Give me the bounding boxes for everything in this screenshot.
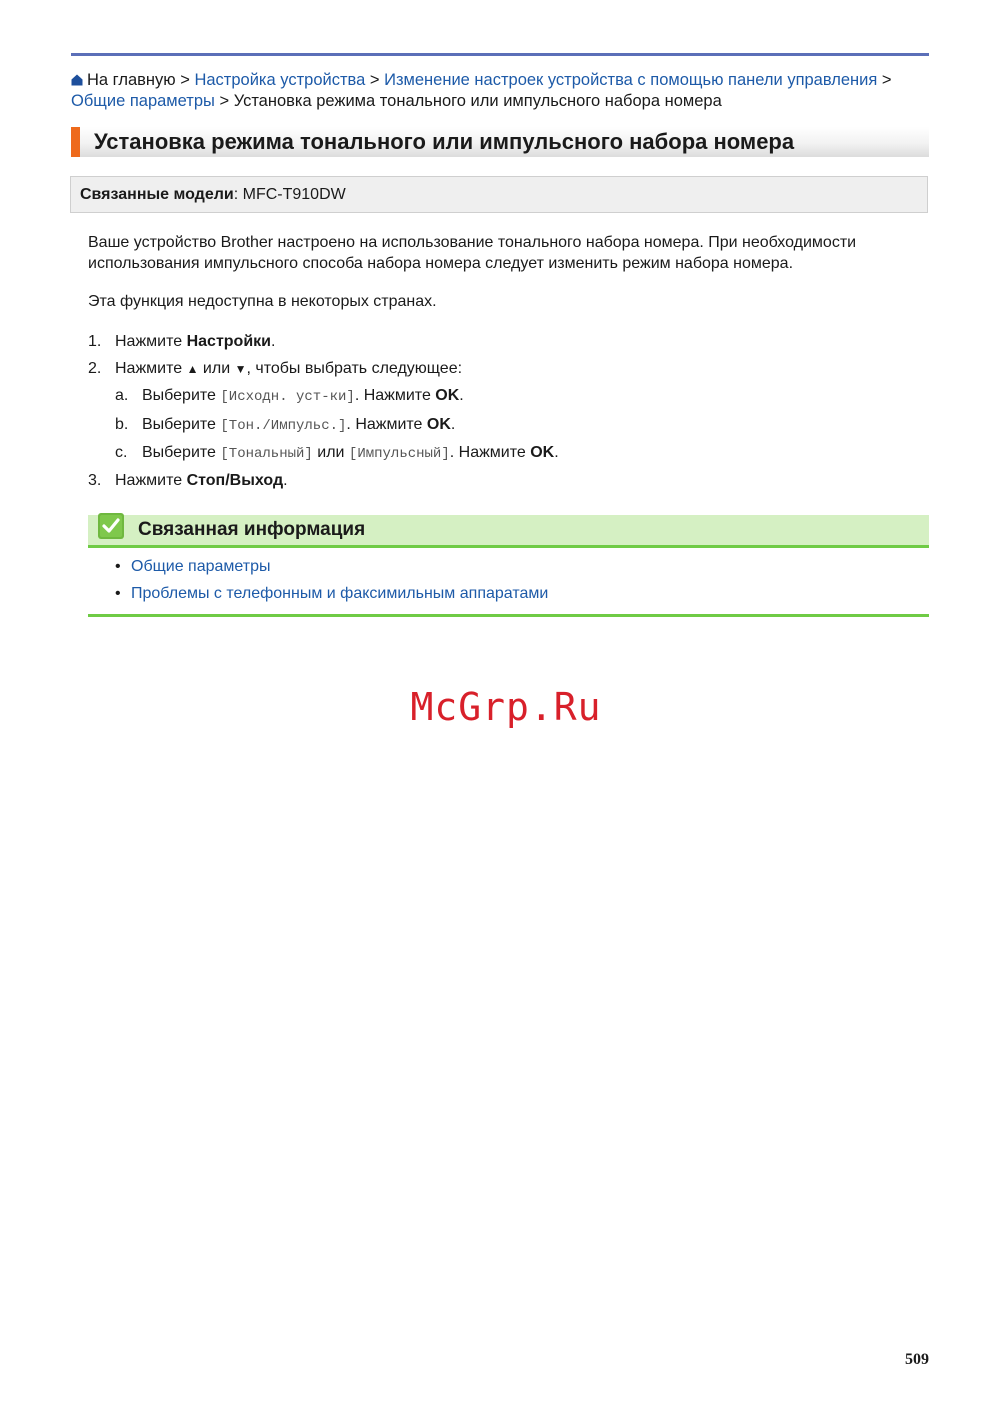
button-name-ok: OK [426, 416, 451, 433]
top-rule [71, 53, 929, 56]
breadcrumb-separator: > [214, 92, 234, 110]
page-title-bar [71, 127, 929, 157]
breadcrumb-separator: > [877, 71, 892, 89]
bullet: • [115, 558, 121, 575]
substep-letter: c. [115, 444, 128, 461]
button-name-settings: Настройки [186, 333, 272, 350]
step-text: Нажмите [115, 360, 187, 377]
step-text: Нажмите [115, 333, 187, 350]
step-text: Нажмите [115, 472, 187, 489]
button-name-ok: OK [435, 387, 460, 404]
related-info-bottom-rule [88, 614, 929, 617]
related-models-label: Связанные модели [80, 186, 234, 203]
step-text: . [283, 472, 288, 489]
page-title: Установка режима тонального или импульсного набора номера [94, 129, 795, 154]
button-name-stop-exit: Стоп/Выход [186, 472, 284, 489]
related-link-general-settings[interactable]: Общие параметры [131, 558, 271, 575]
menu-option-tone: [Тональный] [220, 446, 313, 462]
title-accent [71, 127, 80, 157]
step-text: , чтобы выбрать следующее: [246, 360, 463, 377]
breadcrumb-current: Установка режима тонального или импульсного набора номера [233, 92, 722, 110]
related-info-title: Связанная информация [138, 519, 366, 540]
substep-letter: a. [115, 387, 129, 404]
breadcrumb-link-change-settings[interactable]: Изменение настроек устройства с помощью панели управления [384, 71, 878, 89]
step-text: или [198, 360, 235, 377]
breadcrumb-link-general-settings[interactable]: Общие параметры [71, 92, 215, 110]
bullet: • [115, 585, 121, 602]
step-text: . [554, 444, 559, 461]
substep-letter: b. [115, 416, 129, 433]
step-text: . Нажмите [354, 387, 436, 404]
step-text: . Нажмите [449, 444, 531, 461]
watermark: McGrp.Ru [410, 685, 602, 729]
breadcrumb-separator: > [175, 71, 195, 89]
breadcrumb-link-device-settings[interactable]: Настройка устройства [194, 71, 366, 89]
step-text: . Нажмите [346, 416, 427, 433]
step-text: . [459, 387, 464, 404]
related-link-item [115, 583, 548, 604]
intro-paragraph: Ваше устройство Brother настроено на использование тонального набора номера. При необходимости использования импульсного способа набора номера следует изменить режим набора номера. [88, 234, 857, 272]
step-text: Выберите [142, 416, 221, 433]
arrow-up-icon: ▲ [186, 362, 199, 376]
breadcrumb [71, 70, 931, 112]
step-text: Выберите [142, 387, 221, 404]
step-text: . [450, 416, 456, 433]
step-text: . [271, 333, 276, 350]
related-models-box [70, 176, 928, 213]
arrow-down-icon: ▼ [234, 362, 247, 376]
home-icon[interactable] [71, 74, 83, 86]
related-link-item [115, 556, 271, 577]
related-info-header-rule [88, 545, 929, 548]
menu-option-pulse: [Импульсный] [348, 446, 450, 462]
step-text: Выберите [142, 444, 221, 461]
breadcrumb-separator: > [365, 71, 385, 89]
related-models-value: : MFC-T910DW [233, 186, 346, 203]
menu-option-tone-pulse: [Тон./Импульс.] [220, 418, 347, 434]
button-name-ok: OK [530, 444, 555, 461]
related-link-phone-fax-problems[interactable]: Проблемы с телефонным и факсимильным аппаратами [131, 585, 549, 602]
breadcrumb-home[interactable]: На главную [87, 71, 176, 89]
step-text: или [312, 444, 349, 461]
availability-note: Эта функция недоступна в некоторых странах. [88, 293, 437, 310]
page-number: 509 [905, 1351, 929, 1368]
step-number: 2. [88, 360, 102, 377]
menu-option-initial-setup: [Исходн. уст-ки] [220, 389, 355, 405]
checkmark-icon [97, 512, 125, 540]
step-number: 1. [88, 333, 102, 350]
step-number: 3. [88, 472, 102, 489]
